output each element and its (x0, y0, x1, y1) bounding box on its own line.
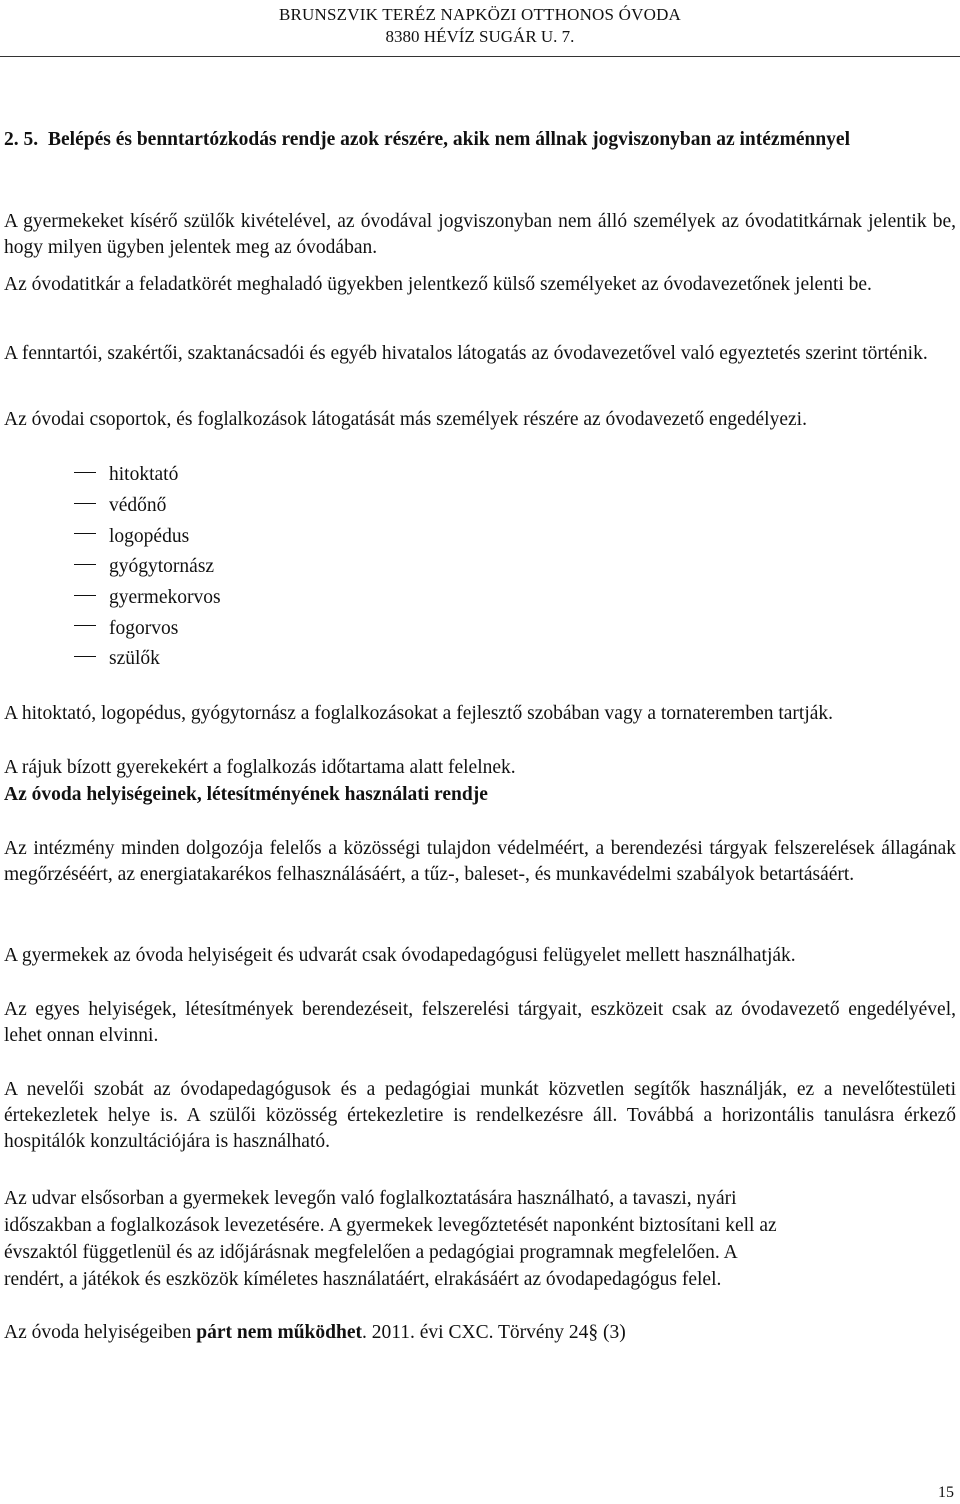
list-item-text: logopédus (109, 525, 190, 547)
subsection-title: Az óvoda helyiségeinek, létesítményének használati rendje (4, 784, 488, 805)
list-item (74, 521, 221, 552)
list-item (74, 491, 221, 522)
header-institution-name: BRUNSZVIK TERÉZ NAPKÖZI OTTHONOS ÓVODA (278, 5, 682, 24)
document-header (0, 4, 960, 49)
paragraph-responsibility: A rájuk bízott gyerekekért a foglalkozás időtartama alatt felelnek. (4, 757, 516, 778)
paragraph-yard (4, 1185, 956, 1293)
list-item-text: fogorvos (109, 617, 179, 639)
list-item-text: gyermekorvos (109, 587, 221, 609)
paragraph-line: időszakban a foglalkozások levezetésére. A gyermekek levegőztetését naponként biztosítani kell az (4, 1215, 777, 1236)
section-heading (4, 126, 956, 154)
paragraph-group-visits: Az óvodai csoportok, és foglalkozások látogatását más személyek részére az óvodavezető engedélyezi. (4, 409, 807, 430)
dash-bullet (74, 595, 96, 596)
paragraph-children-supervision: A gyermekek az óvoda helyiségeit és udvarát csak óvodapedagógusi felügyelet mellett használhatják. (4, 945, 796, 966)
politics-emphasis: párt nem működhet (196, 1322, 362, 1343)
paragraph-secretary: Az óvodatitkár a feladatkörét meghaladó ügyekben jelentkező külső személyeket az óvodavezetőnek jelenti be. (4, 274, 872, 295)
list-item (74, 644, 221, 675)
list-item-text: hitoktató (109, 464, 179, 486)
dash-bullet (74, 564, 96, 565)
header-divider (0, 56, 960, 57)
list-item (74, 460, 221, 491)
paragraph-politics (4, 1320, 956, 1346)
list-item (74, 613, 221, 644)
paragraph-visitors: A gyermekeket kísérő szülők kivételével, az óvodával jogviszonyban nem álló személyek az óvodatitkárnak jelentik be, hogy milyen ügyben jelentek meg az óvodában. (4, 211, 956, 258)
dash-bullet (74, 503, 96, 504)
politics-text-end: . 2011. évi CXC. Törvény 24§ (3) (362, 1322, 626, 1343)
paragraph-equipment: Az egyes helyiségek, létesítmények berendezéseit, felszerelési tárgyait, eszközeit csak az óvodavezető engedélyével, lehet onnan elvinni. (4, 999, 956, 1046)
politics-text-start: Az óvoda helyiségeiben (4, 1322, 197, 1343)
authorized-persons-list (74, 460, 221, 675)
page-number: 15 (938, 1484, 954, 1501)
dash-bullet (74, 472, 96, 473)
paragraph-line: rendért, a játékok és eszközök kíméletes használatáért, elrakásáért az óvodapedagógus felel. (4, 1269, 722, 1290)
paragraph-room-usage: A hitoktató, logopédus, gyógytornász a foglalkozásokat a fejlesztő szobában vagy a tornateremben tartják. (4, 703, 834, 724)
dash-bullet (74, 656, 96, 657)
list-item-text: védőnő (109, 495, 167, 517)
paragraph-official-visits: A fenntartói, szakértői, szaktanácsadói és egyéb hivatalos látogatás az óvodavezetővel való egyeztetés szerint történik. (4, 343, 928, 364)
section-title: Belépés és benntartózkodás rendje azok részére, akik nem állnak jogviszonyban az intézménnyel (48, 129, 850, 150)
list-item-text: szülők (109, 648, 160, 670)
paragraph-staff-room: A nevelői szobát az óvodapedagógusok és a pedagógiai munkát közvetlen segítők használják, ez a nevelőtestületi értekezletek helye is. A szülői közösség értekezletire is rendelkezésre áll. Továbbá a horizontális tanulásra érkező hospitálók konzultációjára is használható. (4, 1079, 956, 1152)
list-item-text: gyógytornász (109, 556, 215, 578)
paragraph-staff-responsibility: Az intézmény minden dolgozója felelős a közösségi tulajdon védelméért, a berendezési tárgyak felszerelések állagának megőrzéséért, az energiatakarékos felhasználásáért, a tűz-, baleset-, és munkavédelmi szabályok betartásáért. (4, 838, 956, 885)
list-item (74, 583, 221, 614)
paragraph-line: évszaktól függetlenül és az időjárásnak megfelelően a pedagógiai programnak megfelelően. A (4, 1242, 738, 1263)
paragraph-line: Az udvar elsősorban a gyermekek levegőn való foglalkoztatására használható, a tavaszi, nyári (4, 1188, 737, 1209)
section-number: 2. 5. (4, 129, 39, 150)
dash-bullet (74, 533, 96, 534)
header-address: 8380 HÉVÍZ SUGÁR U. 7. (385, 27, 575, 46)
list-item (74, 552, 221, 583)
dash-bullet (74, 625, 96, 626)
